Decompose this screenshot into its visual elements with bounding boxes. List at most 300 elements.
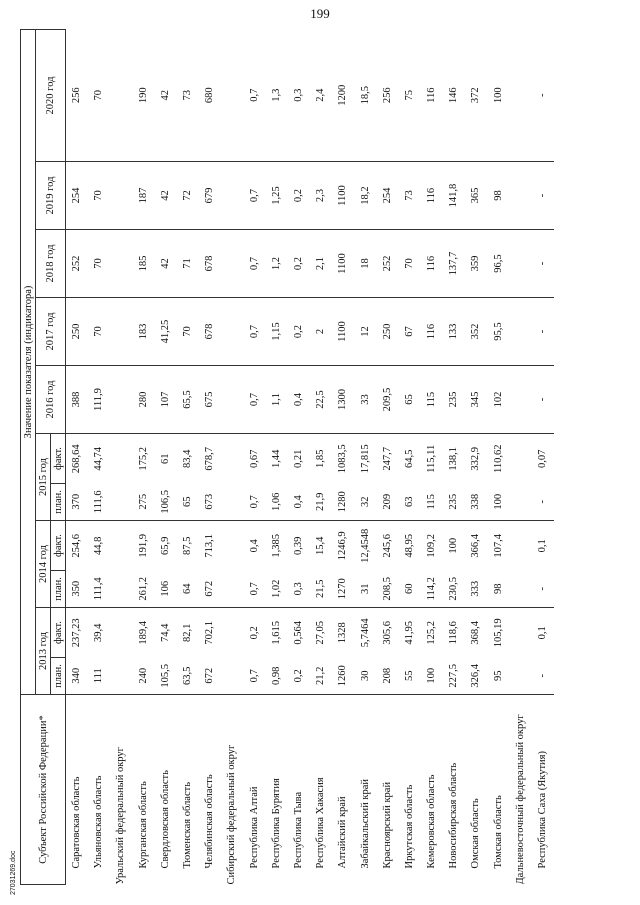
value-cell: 17,815 — [359, 444, 371, 474]
value-cell: 146 — [443, 29, 465, 161]
value-cell: 1,44 — [270, 449, 282, 468]
value-cell — [510, 521, 532, 571]
value-cell: 73 — [399, 162, 421, 230]
value-cell: 0,2 — [288, 658, 310, 695]
value-cell: 96,5 — [488, 230, 510, 298]
value-cell: 70 — [177, 298, 199, 366]
value-cell: 82,1 — [182, 623, 194, 642]
value-cell: 42 — [155, 162, 177, 230]
plan-2014-header: план. — [51, 571, 66, 608]
value-cell: 75 — [399, 29, 421, 161]
value-cell: 107 — [155, 366, 177, 434]
value-cell: 345 — [465, 366, 487, 434]
value-cell: 0,7 — [244, 162, 266, 230]
value-cell: 350 — [66, 571, 89, 608]
value-cell: - — [532, 571, 554, 608]
value-cell: 133 — [443, 298, 465, 366]
value-cell: 0,21 — [292, 449, 304, 468]
value-cell: 48,95 — [403, 533, 415, 558]
value-cell: 111,4 — [88, 571, 110, 608]
value-cell: 1270 — [332, 571, 354, 608]
value-cell — [110, 484, 132, 521]
value-cell: 0,3 — [288, 571, 310, 608]
value-cell: 111,6 — [88, 484, 110, 521]
value-cell: 1,25 — [266, 162, 288, 230]
value-cell: 0,2 — [288, 162, 310, 230]
value-cell: 2,3 — [310, 162, 332, 230]
subject-name: Ульяновская область — [93, 775, 105, 869]
subject-name: Свердловская область — [159, 770, 171, 869]
value-cell: 109,2 — [426, 533, 438, 558]
value-cell: 116 — [421, 230, 443, 298]
value-cell: 111,9 — [88, 366, 110, 434]
value-cell: 0,67 — [248, 449, 260, 468]
value-cell: 98 — [488, 571, 510, 608]
value-cell: 208 — [377, 658, 399, 695]
value-cell: 0,7 — [244, 29, 266, 161]
value-cell: 42 — [155, 29, 177, 161]
value-cell: 679 — [199, 162, 221, 230]
value-cell: 0,1 — [537, 539, 549, 553]
value-cell: 27,05 — [315, 620, 327, 645]
value-cell: 247,7 — [381, 446, 393, 471]
table-row — [88, 29, 110, 884]
value-cell: 252 — [66, 230, 89, 298]
value-cell: 326,4 — [465, 658, 487, 695]
value-cell: 368,4 — [470, 620, 482, 645]
value-cell — [221, 230, 243, 298]
value-cell: 230,5 — [443, 571, 465, 608]
value-cell: 1100 — [332, 162, 354, 230]
value-cell: 98 — [488, 162, 510, 230]
table-row — [399, 29, 421, 884]
value-cell: - — [532, 366, 554, 434]
year-2016-header: 2016 год — [36, 366, 66, 434]
value-cell: 65,5 — [177, 366, 199, 434]
value-cell: 1,385 — [270, 533, 282, 558]
value-cell: 116 — [421, 162, 443, 230]
table-row — [532, 29, 554, 884]
value-cell: 1260 — [332, 658, 354, 695]
value-cell: 0,7 — [244, 571, 266, 608]
subject-name: Томская область — [492, 795, 504, 869]
value-cell: 31 — [354, 571, 376, 608]
subject-name: Дальневосточный федеральный округ — [514, 714, 526, 885]
value-cell: 105,5 — [155, 658, 177, 695]
subject-name: Алтайский край — [337, 796, 349, 869]
value-cell — [110, 658, 132, 695]
value-cell: 87,5 — [182, 536, 194, 555]
subject-name: Саратовская область — [71, 776, 83, 869]
table-row — [443, 29, 465, 884]
value-cell: 372 — [465, 29, 487, 161]
value-cell: 245,6 — [381, 533, 393, 558]
value-cell: 0,7 — [244, 298, 266, 366]
value-cell: 1,1 — [266, 366, 288, 434]
year-2015-header: 2015 год — [36, 434, 51, 521]
value-cell: 12 — [354, 298, 376, 366]
value-cell: 70 — [88, 162, 110, 230]
subject-name: Тюменская область — [182, 781, 194, 869]
table-row — [266, 29, 288, 884]
value-cell: 0,3 — [288, 29, 310, 161]
value-cell: 268,64 — [71, 444, 83, 474]
value-cell: 332,9 — [470, 446, 482, 471]
fact-2014-header: факт. — [51, 521, 66, 571]
value-cell: 1246,9 — [337, 531, 349, 561]
value-cell: 209 — [377, 484, 399, 521]
value-cell: 1100 — [332, 230, 354, 298]
value-cell — [510, 298, 532, 366]
subject-name: Уральский федеральный округ — [115, 747, 127, 885]
value-cell: 0,564 — [292, 620, 304, 645]
subject-name: Республика Саха (Якутия) — [537, 751, 549, 869]
value-cell: 370 — [66, 484, 89, 521]
value-cell — [221, 571, 243, 608]
value-cell: 254 — [66, 162, 89, 230]
value-cell: 73 — [177, 29, 199, 161]
subject-name: Республика Тыва — [292, 791, 304, 869]
value-cell — [221, 366, 243, 434]
value-cell: 190 — [133, 29, 155, 161]
value-cell — [510, 571, 532, 608]
value-cell: 237,23 — [71, 618, 83, 648]
value-cell: 185 — [133, 230, 155, 298]
value-cell — [110, 162, 132, 230]
value-cell: 70 — [399, 230, 421, 298]
value-cell: 0,2 — [248, 626, 260, 640]
fact-2015-header: факт. — [51, 434, 66, 484]
value-cell — [510, 162, 532, 230]
value-cell: 21,5 — [310, 571, 332, 608]
value-cell — [510, 658, 532, 695]
value-cell: 33 — [354, 366, 376, 434]
value-cell — [221, 484, 243, 521]
value-cell: 115,11 — [426, 444, 438, 473]
value-cell: 1,06 — [266, 484, 288, 521]
value-cell: 72 — [177, 162, 199, 230]
value-cell — [221, 29, 243, 161]
value-cell: 21,9 — [310, 484, 332, 521]
value-cell: 21,2 — [310, 658, 332, 695]
value-cell: 74,4 — [159, 623, 171, 642]
table-row — [465, 29, 487, 884]
subject-column-header: Субъект Российской Федерации* — [21, 695, 66, 885]
year-2013-header: 2013 год — [36, 608, 51, 695]
value-cell: 254,6 — [71, 533, 83, 558]
value-cell: 254 — [377, 162, 399, 230]
value-cell: 64 — [177, 571, 199, 608]
value-cell: - — [532, 162, 554, 230]
value-cell: 107,4 — [492, 533, 504, 558]
subject-name: Республика Хакасия — [315, 777, 327, 869]
value-cell: 64,5 — [403, 449, 415, 468]
value-cell: 250 — [66, 298, 89, 366]
year-2020-header: 2020 год — [36, 29, 66, 161]
value-cell: 0,7 — [244, 230, 266, 298]
table-row — [133, 29, 155, 884]
district-row — [510, 29, 532, 884]
value-cell: 0,2 — [288, 298, 310, 366]
year-2017-header: 2017 год — [36, 298, 66, 366]
value-cell: 41,25 — [155, 298, 177, 366]
district-row — [221, 29, 243, 884]
value-cell: 141,8 — [443, 162, 465, 230]
value-cell: 22,5 — [310, 366, 332, 434]
value-cell: 673 — [199, 484, 221, 521]
value-cell: 189,4 — [137, 620, 149, 645]
value-cell: 1280 — [332, 484, 354, 521]
value-cell: 70 — [88, 29, 110, 161]
value-cell: 352 — [465, 298, 487, 366]
value-cell: 65 — [399, 366, 421, 434]
value-cell: 256 — [66, 29, 89, 161]
subject-name: Красноярский край — [381, 781, 393, 869]
value-cell: 0,2 — [288, 230, 310, 298]
value-cell — [510, 29, 532, 161]
value-cell: 678 — [199, 230, 221, 298]
value-cell: 18,5 — [354, 29, 376, 161]
value-cell: 1,615 — [270, 620, 282, 645]
value-cell: 1,3 — [266, 29, 288, 161]
value-cell: 65,9 — [159, 536, 171, 555]
table-row — [66, 29, 89, 884]
value-cell: 70 — [88, 298, 110, 366]
value-cell: 95 — [488, 658, 510, 695]
value-cell: 2,1 — [310, 230, 332, 298]
value-cell: 208,5 — [377, 571, 399, 608]
fact-2013-header: факт. — [51, 608, 66, 658]
value-cell: 1,85 — [315, 449, 327, 468]
value-cell: 32 — [354, 484, 376, 521]
value-cell: 2 — [310, 298, 332, 366]
value-cell: 42 — [155, 230, 177, 298]
value-cell: 252 — [377, 230, 399, 298]
value-cell — [110, 608, 132, 658]
value-cell: 15,4 — [315, 536, 327, 555]
page-number: 199 — [310, 6, 330, 21]
table-row — [421, 29, 443, 884]
subject-name: Новосибирская область — [448, 762, 460, 869]
value-cell — [221, 521, 243, 571]
subject-name: Республика Бурятия — [270, 778, 282, 869]
value-cell — [510, 484, 532, 521]
value-cell: 111 — [88, 658, 110, 695]
value-cell: 183 — [133, 298, 155, 366]
year-2014-header: 2014 год — [36, 521, 51, 608]
value-cell: 240 — [133, 658, 155, 695]
value-cell — [221, 162, 243, 230]
value-cell: 106,5 — [155, 484, 177, 521]
value-cell: 138,1 — [448, 446, 460, 471]
value-cell: 116 — [421, 29, 443, 161]
value-cell: 1083,5 — [337, 444, 349, 474]
value-cell: 359 — [465, 230, 487, 298]
value-cell — [110, 298, 132, 366]
subject-name: Кемеровская область — [426, 774, 438, 869]
value-cell: 63,5 — [177, 658, 199, 695]
district-row — [110, 29, 132, 884]
value-cell: 0,7 — [244, 658, 266, 695]
value-cell: 67 — [399, 298, 421, 366]
subject-name: Иркутская область — [403, 784, 415, 869]
value-cell: 250 — [377, 298, 399, 366]
value-cell: 235 — [443, 366, 465, 434]
value-cell: 39,4 — [93, 623, 105, 642]
value-cell: 2,4 — [310, 29, 332, 161]
value-cell: 100 — [421, 658, 443, 695]
plan-2013-header: план. — [51, 658, 66, 695]
value-cell: 227,5 — [443, 658, 465, 695]
value-cell: 1,02 — [266, 571, 288, 608]
table-row — [155, 29, 177, 884]
value-cell: 0,98 — [266, 658, 288, 695]
value-cell: 680 — [199, 29, 221, 161]
year-2018-header: 2018 год — [36, 230, 66, 298]
value-cell — [221, 298, 243, 366]
value-cell: 678 — [199, 298, 221, 366]
value-cell: 100 — [448, 537, 460, 554]
value-cell: 0,4 — [288, 484, 310, 521]
value-cell: 63 — [399, 484, 421, 521]
value-cell: 702,1 — [204, 620, 216, 645]
value-cell — [110, 521, 132, 571]
value-cell: 83,4 — [182, 449, 194, 468]
value-cell: - — [532, 298, 554, 366]
value-cell: 41,95 — [403, 620, 415, 645]
value-cell: 5,7464 — [359, 618, 371, 648]
value-cell: 114,2 — [421, 571, 443, 608]
value-cell: 44,74 — [93, 446, 105, 471]
value-cell: 1300 — [332, 366, 354, 434]
value-cell — [221, 658, 243, 695]
value-cell: - — [532, 658, 554, 695]
value-cell — [221, 434, 243, 484]
value-cell: 1200 — [332, 29, 354, 161]
value-cell: 338 — [465, 484, 487, 521]
value-cell: 0,4 — [288, 366, 310, 434]
value-cell: 1,15 — [266, 298, 288, 366]
value-cell: 0,1 — [537, 626, 549, 640]
value-cell: 0,39 — [292, 536, 304, 555]
subject-name: Курганская область — [137, 781, 149, 869]
table-row — [177, 29, 199, 884]
value-cell: 100 — [488, 484, 510, 521]
table-row — [244, 29, 266, 884]
value-cell — [510, 434, 532, 484]
value-cell: 110,62 — [492, 444, 504, 473]
value-cell: 61 — [159, 453, 171, 464]
value-cell — [221, 608, 243, 658]
value-cell: 0,4 — [248, 539, 260, 553]
value-cell: 713,1 — [204, 533, 216, 558]
value-cell: 115 — [421, 366, 443, 434]
value-cell: 209,5 — [377, 366, 399, 434]
subject-name: Сибирский федеральный округ — [226, 744, 238, 885]
value-cell — [110, 366, 132, 434]
value-cell: - — [532, 484, 554, 521]
value-cell — [110, 571, 132, 608]
value-cell: 280 — [133, 366, 155, 434]
value-cell: 0,7 — [244, 366, 266, 434]
value-cell — [510, 608, 532, 658]
indicator-header: Значение показателя (индикатора) — [21, 29, 36, 694]
value-cell: 137,7 — [443, 230, 465, 298]
value-cell: 333 — [465, 571, 487, 608]
value-cell: 366,4 — [470, 533, 482, 558]
value-cell: 60 — [399, 571, 421, 608]
value-cell: 678,7 — [204, 446, 216, 471]
subject-name: Республика Алтай — [248, 786, 260, 869]
value-cell: 275 — [133, 484, 155, 521]
value-cell: 70 — [88, 230, 110, 298]
value-cell: 55 — [399, 658, 421, 695]
value-cell: 44,8 — [93, 536, 105, 555]
value-cell: 672 — [199, 658, 221, 695]
indicator-table — [20, 29, 554, 885]
subject-name: Челябинская область — [204, 774, 216, 869]
plan-2015-header: план. — [51, 484, 66, 521]
table-body — [66, 29, 555, 884]
value-cell: 100 — [488, 29, 510, 161]
value-cell — [110, 29, 132, 161]
value-cell: 106 — [155, 571, 177, 608]
value-cell: 1100 — [332, 298, 354, 366]
value-cell: 365 — [465, 162, 487, 230]
value-cell: 118,6 — [448, 621, 460, 645]
table-row — [332, 29, 354, 884]
value-cell: 1,2 — [266, 230, 288, 298]
value-cell: 95,5 — [488, 298, 510, 366]
value-cell: 12,4548 — [359, 528, 371, 563]
value-cell — [110, 434, 132, 484]
value-cell: 1328 — [337, 622, 349, 644]
subject-name: Забайкальский край — [359, 778, 371, 869]
table-row — [488, 29, 510, 884]
value-cell: 18 — [354, 230, 376, 298]
table-row — [310, 29, 332, 884]
value-cell: 71 — [177, 230, 199, 298]
value-cell — [510, 366, 532, 434]
value-cell: 30 — [354, 658, 376, 695]
table-row — [199, 29, 221, 884]
value-cell: 116 — [421, 298, 443, 366]
value-cell: 115 — [421, 484, 443, 521]
value-cell: 305,6 — [381, 620, 393, 645]
table-row — [377, 29, 399, 884]
value-cell: 261,2 — [133, 571, 155, 608]
value-cell: 0,07 — [537, 449, 549, 468]
value-cell: 672 — [199, 571, 221, 608]
value-cell: 187 — [133, 162, 155, 230]
rotated-table-container — [20, 30, 620, 885]
value-cell — [110, 230, 132, 298]
value-cell: 65 — [177, 484, 199, 521]
value-cell: 256 — [377, 29, 399, 161]
value-cell: 388 — [66, 366, 89, 434]
value-cell: 675 — [199, 366, 221, 434]
value-cell: 18,2 — [354, 162, 376, 230]
value-cell: 102 — [488, 366, 510, 434]
value-cell: - — [532, 29, 554, 161]
table-row — [354, 29, 376, 884]
value-cell: - — [532, 230, 554, 298]
value-cell: 191,9 — [137, 533, 149, 558]
table-row — [288, 29, 310, 884]
value-cell: 235 — [443, 484, 465, 521]
footer-document-code: 27031269.doc — [10, 850, 17, 895]
value-cell: 105,19 — [492, 618, 504, 648]
